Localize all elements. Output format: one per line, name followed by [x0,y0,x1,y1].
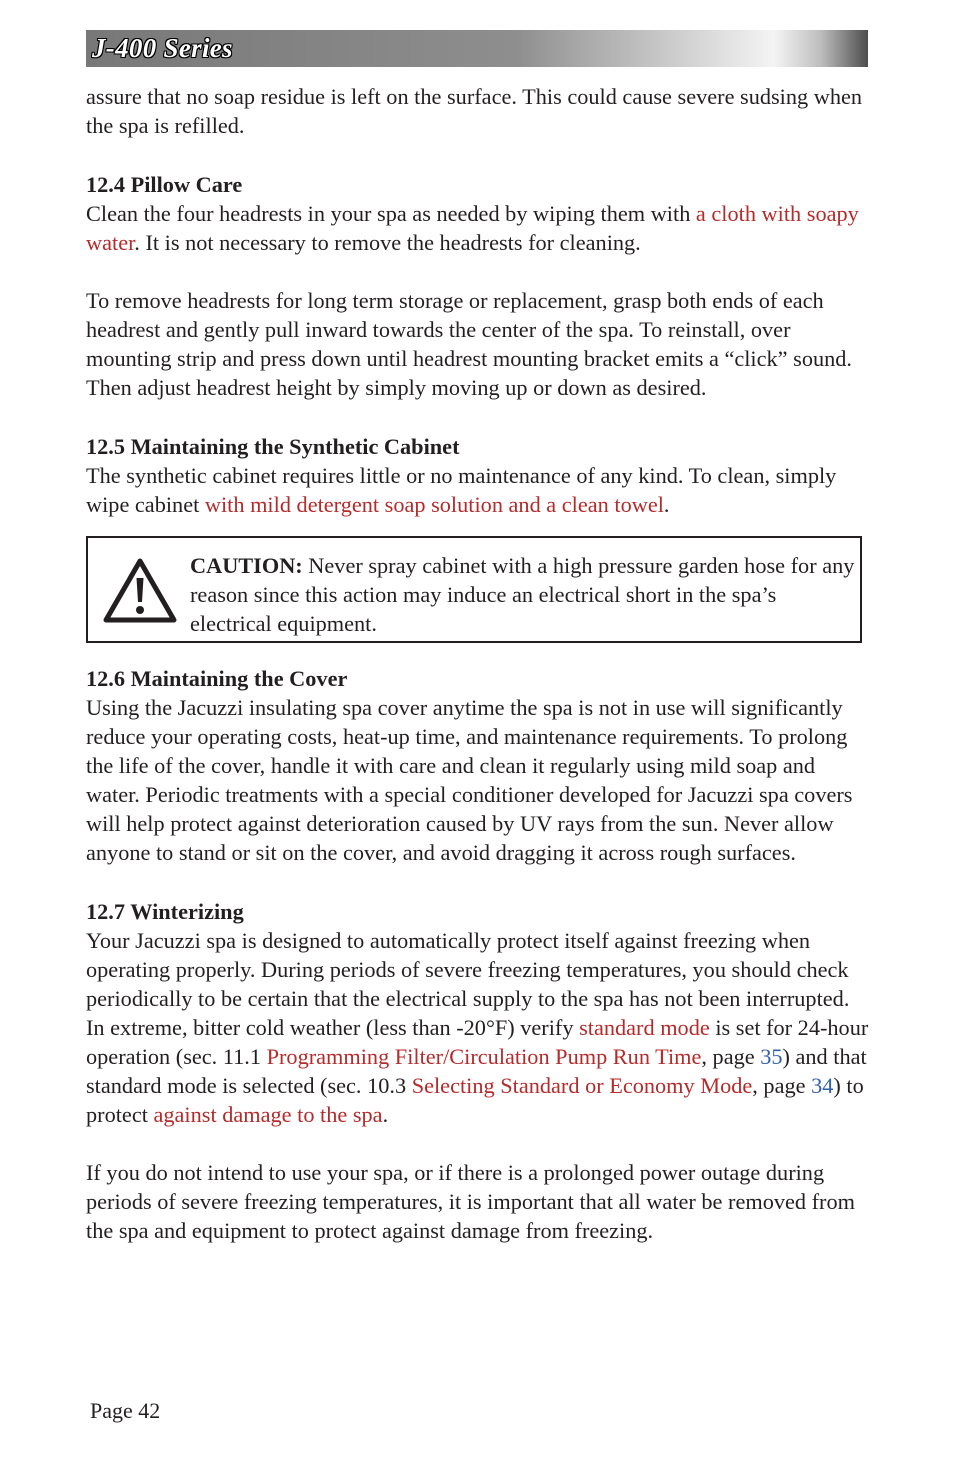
link-page-34[interactable]: 34 [811,1073,834,1098]
link-against-damage[interactable]: against damage to the spa [153,1102,383,1127]
winterizing-paragraph-1: Your Jacuzzi spa is designed to automatically protect itself against freezing when operating properly. During periods of severe freezing temperatures, you should check periodically to be certain that the electrical supply to the spa has not been interrupted. In extreme, bitter cold weather (less than -20°F) verify standard mode is set for 24-hour operation (sec. 11.1 Programming Filter/Circulation Pump Run Time, page 35) and that standard mode is selected (sec. 10.3 Selecting Standard or Economy Mode, page 34) to protect against damage to the spa. [86,928,869,1127]
link-cloth-with-soapy-water[interactable]: a cloth with soapy water [86,201,859,255]
link-page-35[interactable]: 35 [760,1044,783,1069]
winterizing-paragraph-2: If you do not intend to use your spa, or if there is a prolonged power outage during periods of severe freezing temperatures, it is important that all water be removed from the spa and equipment to protect against damage from freezing. [86,1160,855,1243]
page-number: Page 42 [90,1398,161,1423]
caution-label: CAUTION: [190,553,303,578]
link-standard-mode[interactable]: standard mode [579,1015,710,1040]
link-programming-filter[interactable]: Programming Filter/Circulation Pump Run Time [266,1044,702,1069]
caution-box [86,536,862,643]
pillow-care-paragraph-1: Clean the four headrests in your spa as needed by wiping them with a cloth with soapy water. It is not necessary to remove the headrests for cleaning. [86,201,859,255]
section-heading-winterizing: 12.7 Winterizing [86,899,244,924]
header-title: J-400 Series [92,33,233,63]
section-heading-synthetic-cabinet: 12.5 Maintaining the Synthetic Cabinet [86,434,460,459]
link-selecting-mode[interactable]: Selecting Standard or Economy Mode [411,1073,753,1098]
pillow-care-paragraph-2: To remove headrests for long term storage or replacement, grasp both ends of each headrest and gently pull inward towards the center of the spa. To reinstall, over mounting strip and press down until headrest mounting bracket emits a “click” sound. Then adjust headrest height by simply moving up or down as desired. [86,288,852,400]
header-bar [86,30,868,67]
intro-paragraph: assure that no soap residue is left on the surface. This could cause severe sudsing when the spa is refilled. [86,84,863,138]
section-heading-cover: 12.6 Maintaining the Cover [86,666,348,691]
warning-triangle-icon [102,556,178,624]
section-heading-pillow-care: 12.4 Pillow Care [86,172,243,197]
synthetic-cabinet-paragraph: The synthetic cabinet requires little or no maintenance of any kind. To clean, simply wipe cabinet with mild detergent soap solution and a clean towel. [86,463,837,517]
link-mild-detergent[interactable]: with mild detergent soap solution and a clean towel [204,492,664,517]
page-content [86,82,871,1245]
cover-paragraph: Using the Jacuzzi insulating spa cover anytime the spa is not in use will significantly reduce your operating costs, heat-up time, and maintenance requirements. To prolong the life of the cover, handle it with care and clean it regularly using mild soap and water. Periodic treatments with a special conditioner developed for Jacuzzi spa covers will help protect against deterioration caused by UV rays from the sun. Never allow anyone to stand or sit on the cover, and avoid dragging it across rough surfaces. [86,695,853,865]
caution-text: CAUTION: Never spray cabinet with a high pressure garden hose for any reason since this action may induce an electrical short in the spa’s electrical equipment. [190,553,855,636]
